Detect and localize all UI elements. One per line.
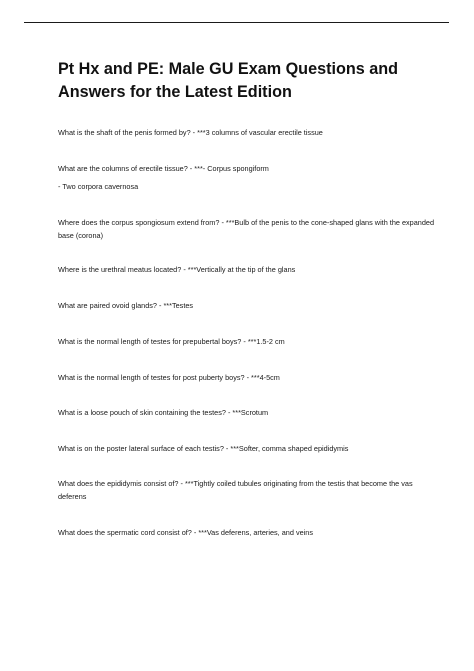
qa-entry-6: What is the normal length of testes for prepubertal boys? - ***1.5-2 cm	[58, 337, 285, 346]
qa-entry-9: What is on the poster lateral surface of each testis? - ***Softer, comma shaped epididymis	[58, 444, 349, 453]
qa-entry-2-continued: - Two corpora cavernosa	[58, 182, 139, 191]
qa-entry-10: What does the epididymis consist of? - ***Tightly coiled tubules originating from the testis that become the vas deferens	[58, 479, 413, 501]
qa-entry-1: What is the shaft of the penis formed by? - ***3 columns of vascular erectile tissue	[58, 128, 323, 137]
qa-entry-11: What does the spermatic cord consist of? - ***Vas deferens, arteries, and veins	[58, 528, 313, 537]
header-rule	[24, 22, 449, 23]
qa-entry-3: Where does the corpus spongiosum extend from? - ***Bulb of the penis to the cone-shaped glans with the expanded base (corona)	[58, 218, 435, 240]
qa-entry-2: What are the columns of erectile tissue? - ***- Corpus spongiform	[58, 164, 269, 173]
qa-entry-5: What are paired ovoid glands? - ***Testes	[58, 301, 194, 310]
qa-entry-7: What is the normal length of testes for post puberty boys? - ***4-5cm	[58, 373, 280, 382]
qa-entry-8: What is a loose pouch of skin containing the testes? - ***Scrotum	[58, 408, 269, 417]
qa-entry-4: Where is the urethral meatus located? - ***Vertically at the tip of the glans	[58, 265, 296, 274]
document-title: Pt Hx and PE: Male GU Exam Questions and Answers for the Latest Edition	[58, 60, 399, 101]
